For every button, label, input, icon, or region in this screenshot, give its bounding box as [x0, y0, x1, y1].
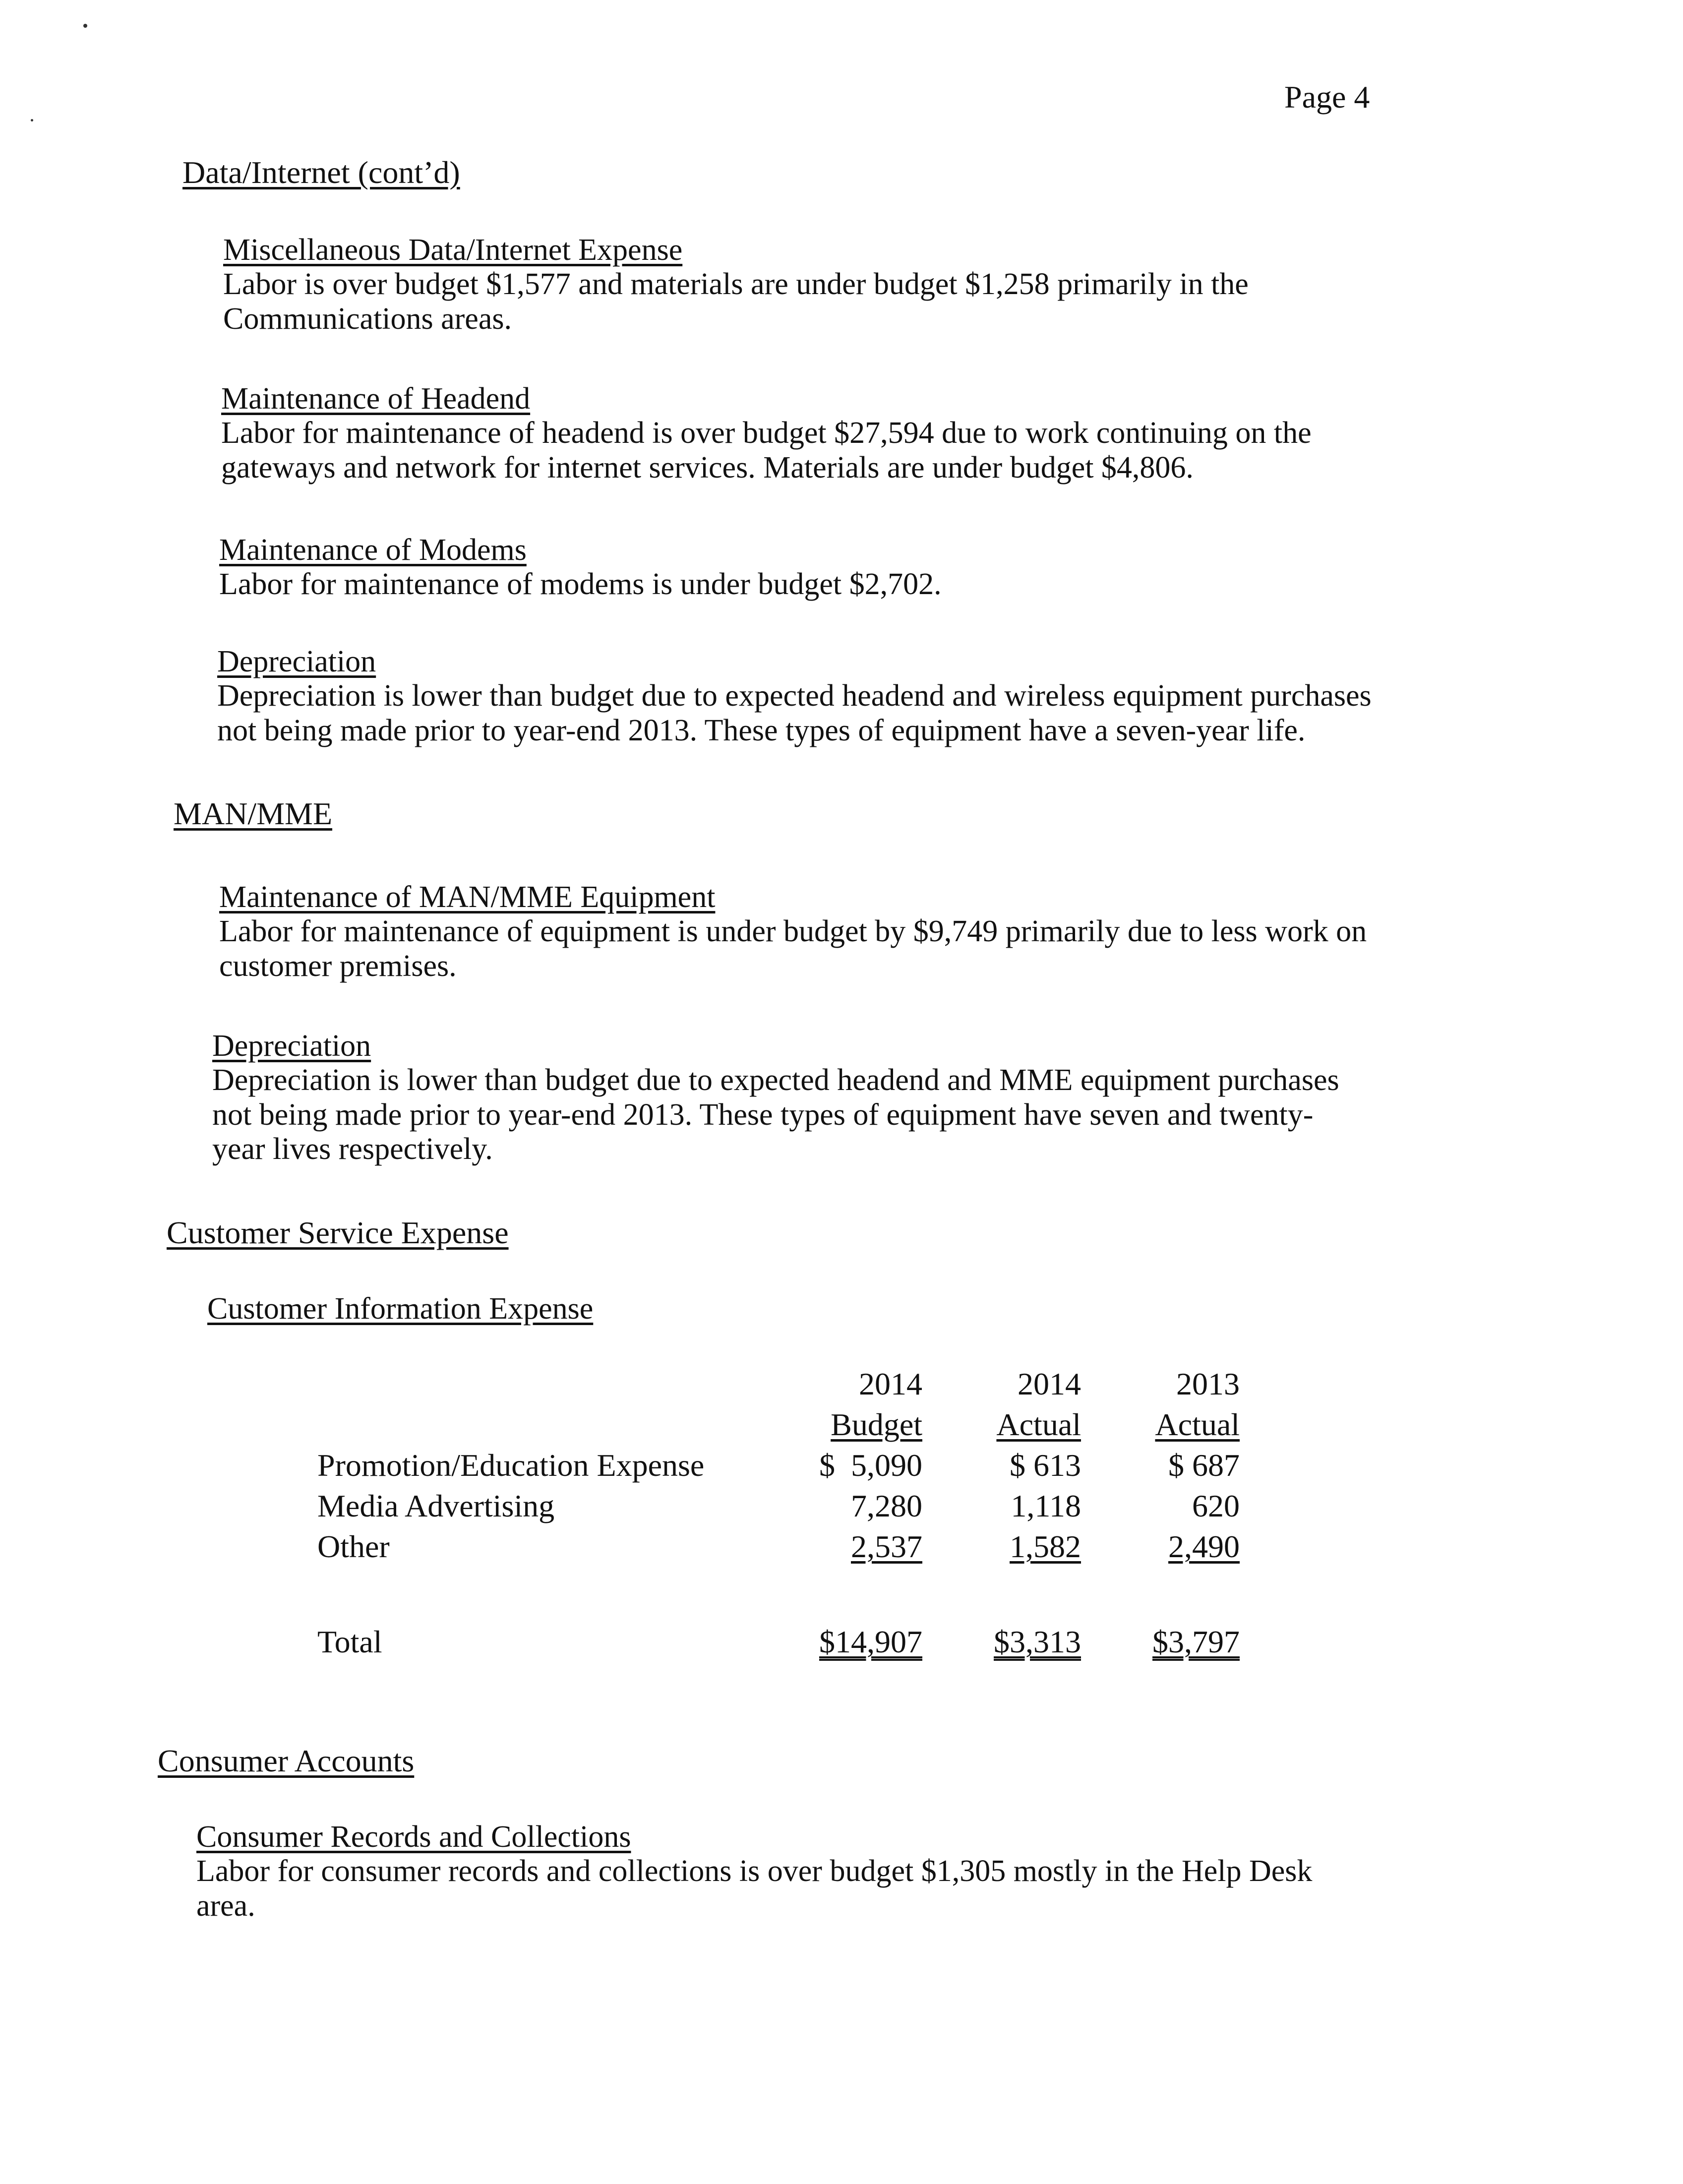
scan-speck — [83, 24, 87, 28]
header-type: Budget — [831, 1407, 922, 1443]
subsection-depreciation-man-mme — [212, 1029, 1477, 1167]
header-year: 2014 — [1018, 1366, 1081, 1402]
paragraph-line: Labor for maintenance of modems is under budget $2,702. — [219, 567, 942, 602]
paragraph-line: year lives respectively. — [212, 1132, 493, 1166]
paragraph-line: area. — [196, 1888, 255, 1923]
section-heading-data-internet: Data/Internet (cont’d) — [182, 155, 460, 190]
page-number: Page 4 — [1284, 79, 1370, 115]
cell-value: $ 687 — [1168, 1448, 1240, 1483]
table-header-row-type — [317, 1402, 1240, 1443]
paragraph-line: customer premises. — [219, 949, 457, 983]
cell-value: 2,537 — [851, 1529, 922, 1565]
subsection-title: Maintenance of Headend — [221, 382, 531, 416]
paragraph-line: Labor for consumer records and collections is over budget $1,305 mostly in the Help Desk — [196, 1854, 1313, 1888]
total-value: $3,797 — [1152, 1624, 1240, 1660]
cell-value: 2,490 — [1168, 1529, 1240, 1565]
header-type: Actual — [1155, 1407, 1240, 1443]
subsection-title: Maintenance of MAN/MME Equipment — [219, 880, 716, 914]
paragraph-line: Labor for maintenance of headend is over budget $27,594 due to work continuing on the — [221, 416, 1312, 450]
row-label: Promotion/Education Expense — [317, 1448, 705, 1483]
cell-value: 1,582 — [1010, 1529, 1081, 1565]
cell-value: 1,118 — [1011, 1488, 1081, 1524]
paragraph-line: Depreciation is lower than budget due to expected headend and wireless equipment purchases — [217, 679, 1372, 713]
header-year: 2013 — [1176, 1366, 1240, 1402]
subsection-consumer-records — [196, 1820, 1535, 1923]
paragraph-line: Labor for maintenance of equipment is under budget by $9,749 primarily due to less work on — [219, 914, 1367, 949]
paragraph-line: Labor is over budget $1,577 and materials are under budget $1,258 primarily in the — [223, 267, 1249, 302]
subsection-depreciation-data — [217, 645, 1482, 748]
cell-value: 7,280 — [851, 1488, 922, 1524]
header-year: 2014 — [859, 1366, 922, 1402]
subsection-title: Depreciation — [217, 645, 376, 678]
row-label: Other — [317, 1529, 390, 1565]
table-row — [317, 1524, 1240, 1565]
paragraph-line: gateways and network for internet services. Materials are under budget $4,806. — [221, 450, 1194, 485]
paragraph-line: not being made prior to year-end 2013. These types of equipment have a seven-year life. — [217, 713, 1306, 747]
subsection-maintenance-modems — [219, 533, 1484, 602]
section-heading-customer-service: Customer Service Expense — [167, 1215, 509, 1250]
table-total-row — [317, 1619, 1240, 1660]
cell-value: 620 — [1192, 1488, 1240, 1524]
paragraph-line: Communications areas. — [223, 302, 512, 336]
cell-value: $ 5,090 — [819, 1448, 922, 1483]
section-heading-consumer-accounts: Consumer Accounts — [158, 1743, 415, 1778]
total-value: $14,907 — [819, 1624, 922, 1660]
subsection-title: Maintenance of Modems — [219, 533, 527, 567]
customer-information-table — [317, 1361, 1240, 1660]
table-header-row-year — [317, 1361, 1240, 1402]
total-value: $3,313 — [994, 1624, 1081, 1660]
table-row — [317, 1443, 1240, 1483]
scan-speck — [31, 119, 33, 121]
subsection-maintenance-headend — [221, 382, 1486, 485]
subsection-misc-data-internet — [223, 233, 1488, 336]
total-label: Total — [317, 1624, 382, 1660]
paragraph-line: Depreciation is lower than budget due to expected headend and MME equipment purchases — [212, 1063, 1339, 1097]
subsection-title: Depreciation — [212, 1029, 371, 1063]
row-label: Media Advertising — [317, 1488, 555, 1524]
table-row — [317, 1483, 1240, 1524]
header-type: Actual — [996, 1407, 1081, 1443]
section-heading-man-mme: MAN/MME — [174, 796, 333, 831]
subsection-title: Consumer Records and Collections — [196, 1820, 631, 1854]
subsection-maintenance-man-mme — [219, 880, 1484, 983]
subsection-title-customer-info: Customer Information Expense — [207, 1292, 594, 1326]
paragraph-line: not being made prior to year-end 2013. These types of equipment have seven and twenty- — [212, 1097, 1314, 1132]
subsection-title: Miscellaneous Data/Internet Expense — [223, 233, 683, 267]
cell-value: $ 613 — [1010, 1448, 1081, 1483]
